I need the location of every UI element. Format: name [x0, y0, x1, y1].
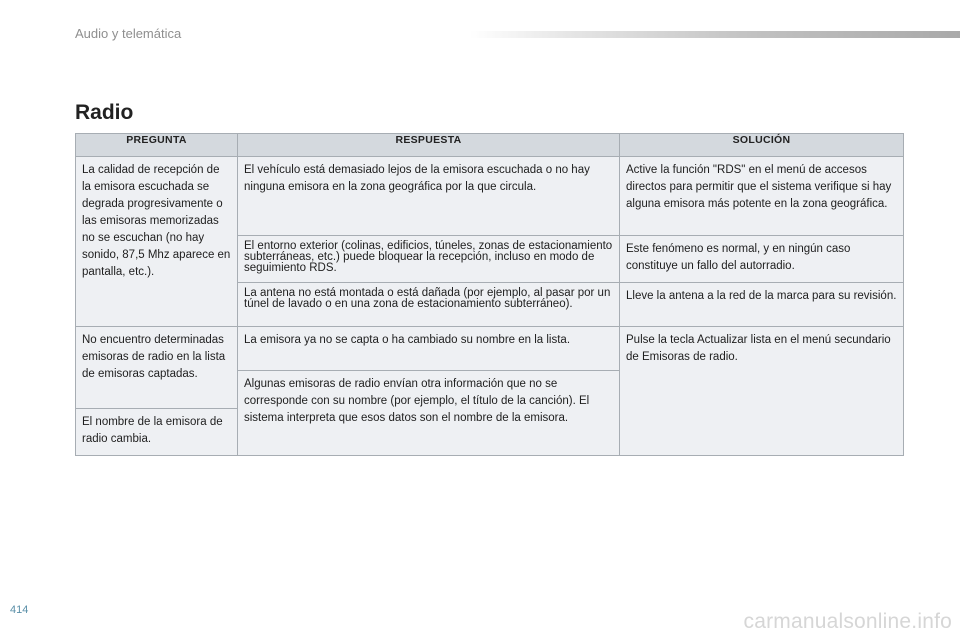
column-header-solution: SOLUCIÓN	[620, 134, 904, 157]
answer-cell: El entorno exterior (colinas, edificios, túneles, zonas de estacionamiento subterráneas, etc.) puede bloquear la recepción, incluso en modo de seguimiento RDS.	[238, 236, 620, 283]
answer-cell: La antena no está montada o está dañada (por ejemplo, al pasar por un túnel de lavado o en una zona de estacionamiento subterráneo).	[238, 283, 620, 327]
header-gradient-bar	[470, 31, 960, 38]
solution-cell: Pulse la tecla Actualizar lista en el menú secundario de Emisoras de radio.	[620, 327, 904, 456]
answer-cell: El vehículo está demasiado lejos de la emisora escuchada o no hay ninguna emisora en la zona geográfica por la que circula.	[238, 157, 620, 236]
section-title: Radio	[75, 101, 134, 124]
question-cell: El nombre de la emisora de radio cambia.	[76, 409, 238, 456]
chapter-title: Audio y telemática	[75, 26, 182, 41]
table-row	[76, 157, 904, 236]
column-header-answer: RESPUESTA	[238, 134, 620, 157]
table-header-row	[76, 134, 904, 157]
table-row	[76, 327, 904, 371]
watermark: carmanualsonline.info	[743, 610, 952, 633]
page-number: 414	[10, 604, 29, 616]
question-cell: La calidad de recepción de la emisora escuchada se degrada progresivamente o las emisoras memorizadas no se escuchan (no hay sonido, 87,5 Mhz aparece en pantalla, etc.).	[76, 157, 238, 327]
answer-cell: Algunas emisoras de radio envían otra información que no se corresponde con su nombre (por ejemplo, el título de la canción). El sistema interpreta que esos datos son el nombre de la emisora.	[238, 371, 620, 456]
solution-cell: Active la función "RDS" en el menú de accesos directos para permitir que el sistema verifique si hay alguna emisora más potente en la zona geográfica.	[620, 157, 904, 236]
column-header-question: PREGUNTA	[76, 134, 238, 157]
troubleshooting-table	[75, 133, 904, 456]
question-cell: No encuentro determinadas emisoras de radio en la lista de emisoras captadas.	[76, 327, 238, 409]
solution-cell: Lleve la antena a la red de la marca para su revisión.	[620, 283, 904, 327]
solution-cell: Este fenómeno es normal, y en ningún caso constituye un fallo del autorradio.	[620, 236, 904, 283]
answer-cell: La emisora ya no se capta o ha cambiado su nombre en la lista.	[238, 327, 620, 371]
